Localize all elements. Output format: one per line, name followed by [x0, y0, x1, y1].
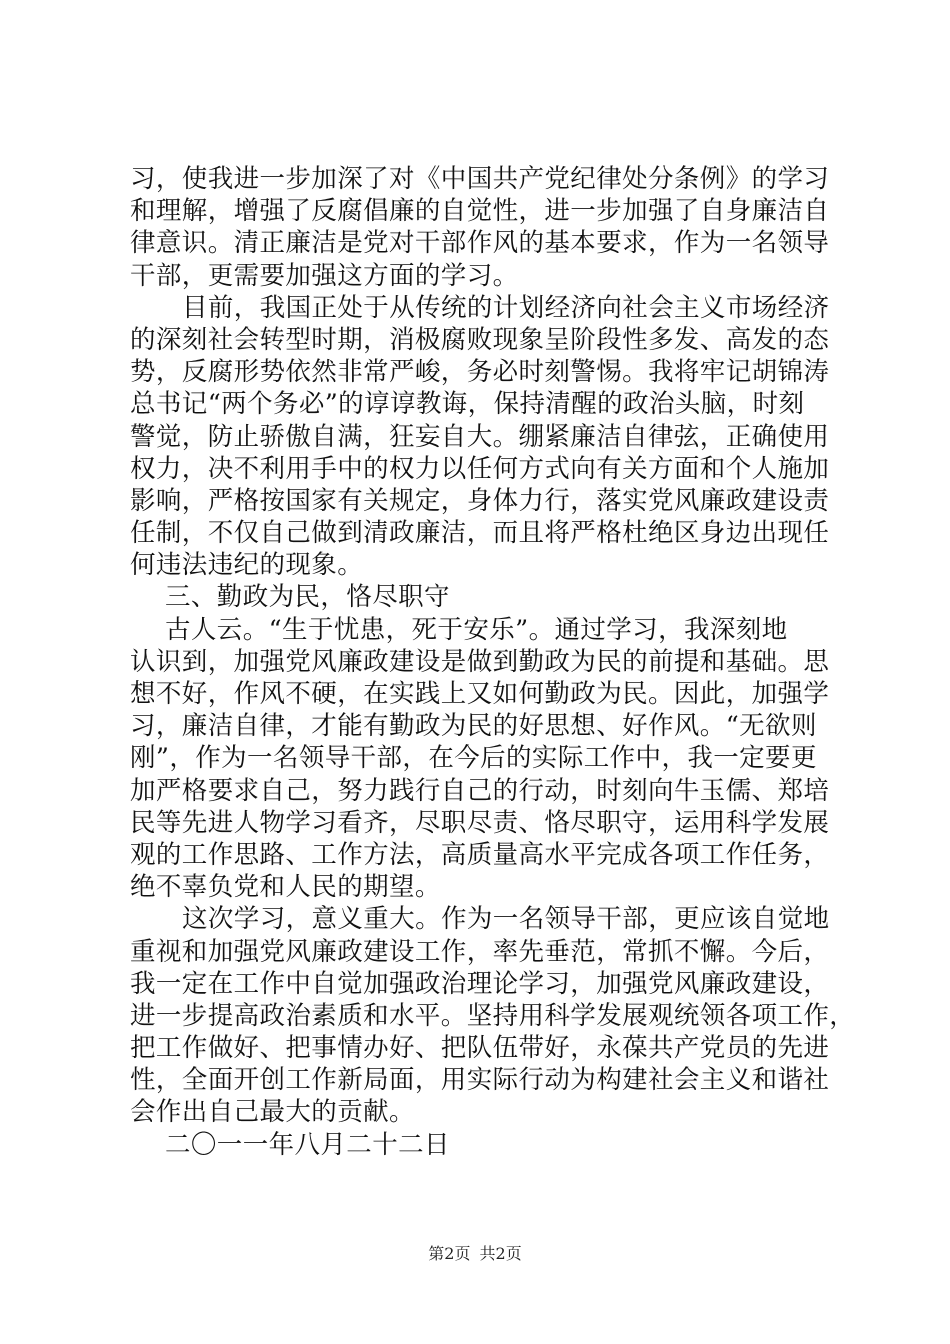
text-line: 影响，严格按国家有关规定，身体力行，落实党风廉政建设责 [130, 485, 830, 516]
text-line: 何违法违纪的现象。 [130, 550, 364, 581]
paragraph-start-line: 古人云。“生于忧患，死于安乐”。通过学习，我深刻地 [165, 614, 788, 645]
text-line: 加严格要求自己，努力践行自己的行动，时刻向牛玉儒、郑培 [130, 775, 830, 806]
text-line: 总书记“两个务必”的谆谆教诲，保持清醒的政治头脑，时刻 [130, 389, 805, 420]
text-line: 进一步提高政治素质和水平。坚持用科学发展观统领各项工作， [130, 1000, 856, 1031]
page-total: 共2页 [479, 1244, 522, 1263]
document-body [130, 163, 856, 1161]
section-heading: 三、勤政为民，恪尽职守 [165, 582, 450, 613]
page-footer [0, 1244, 950, 1264]
text-line: 我一定在工作中自觉加强政治理论学习，加强党风廉政建设， [130, 968, 830, 999]
text-line: 刚”，作为一名领导干部，在今后的实际工作中，我一定要更 [130, 743, 817, 774]
text-line: 和理解，增强了反腐倡廉的自觉性，进一步加强了自身廉洁自 [130, 196, 830, 227]
text-line: 权力，决不利用手中的权力以任何方式向有关方面和个人施加 [130, 453, 830, 484]
text-line: 势，反腐形势依然非常严峻，务必时刻警惕。我将牢记胡锦涛 [130, 357, 830, 388]
paragraph-start-line: 这次学习，意义重大。作为一名领导干部，更应该自觉地 [182, 904, 830, 935]
text-line: 任制，不仅自己做到清政廉洁，而且将严格杜绝区身边出现任 [130, 518, 830, 549]
text-line: 律意识。清正廉洁是党对干部作风的基本要求，作为一名领导 [130, 228, 830, 259]
date-line: 二〇一一年八月二十二日 [165, 1129, 450, 1160]
text-line: 习，使我进一步加深了对《中国共产党纪律处分条例》的学习 [130, 164, 830, 194]
text-line: 干部，更需要加强这方面的学习。 [130, 260, 519, 291]
text-line: 想不好，作风不硬，在实践上又如何勤政为民。因此，加强学 [130, 679, 830, 709]
text-line: 重视和加强党风廉政建设工作，率先垂范，常抓不懈。今后， [130, 936, 830, 967]
text-line: 会作出自己最大的贡献。 [130, 1097, 415, 1128]
text-line: 民等先进人物学习看齐，尽职尽责、恪尽职守，运用科学发展 [130, 807, 830, 838]
text-line: 性，全面开创工作新局面，用实际行动为构建社会主义和谐社 [130, 1065, 830, 1096]
text-line: 习，廉洁自律，才能有勤政为民的好思想、好作风。“无欲则 [130, 711, 817, 742]
page-number: 第2页 [428, 1244, 471, 1263]
text-line: 观的工作思路、工作方法，高质量高水平完成各项工作任务， [130, 839, 830, 870]
text-line: 的深刻社会转型时期，消极腐败现象呈阶段性多发、高发的态 [130, 324, 830, 355]
text-line: 把工作做好、把事情办好、把队伍带好，永葆共产党员的先进 [130, 1033, 830, 1064]
text-line: 认识到，加强党风廉政建设是做到勤政为民的前提和基础。思 [130, 646, 830, 677]
text-line: 绝不辜负党和人民的期望。 [130, 872, 441, 903]
paragraph-start-line: 目前，我国正处于从传统的计划经济向社会主义市场经济 [182, 292, 830, 323]
text-line: 警觉，防止骄傲自满，狂妄自大。绷紧廉洁自律弦，正确使用 [130, 421, 830, 452]
